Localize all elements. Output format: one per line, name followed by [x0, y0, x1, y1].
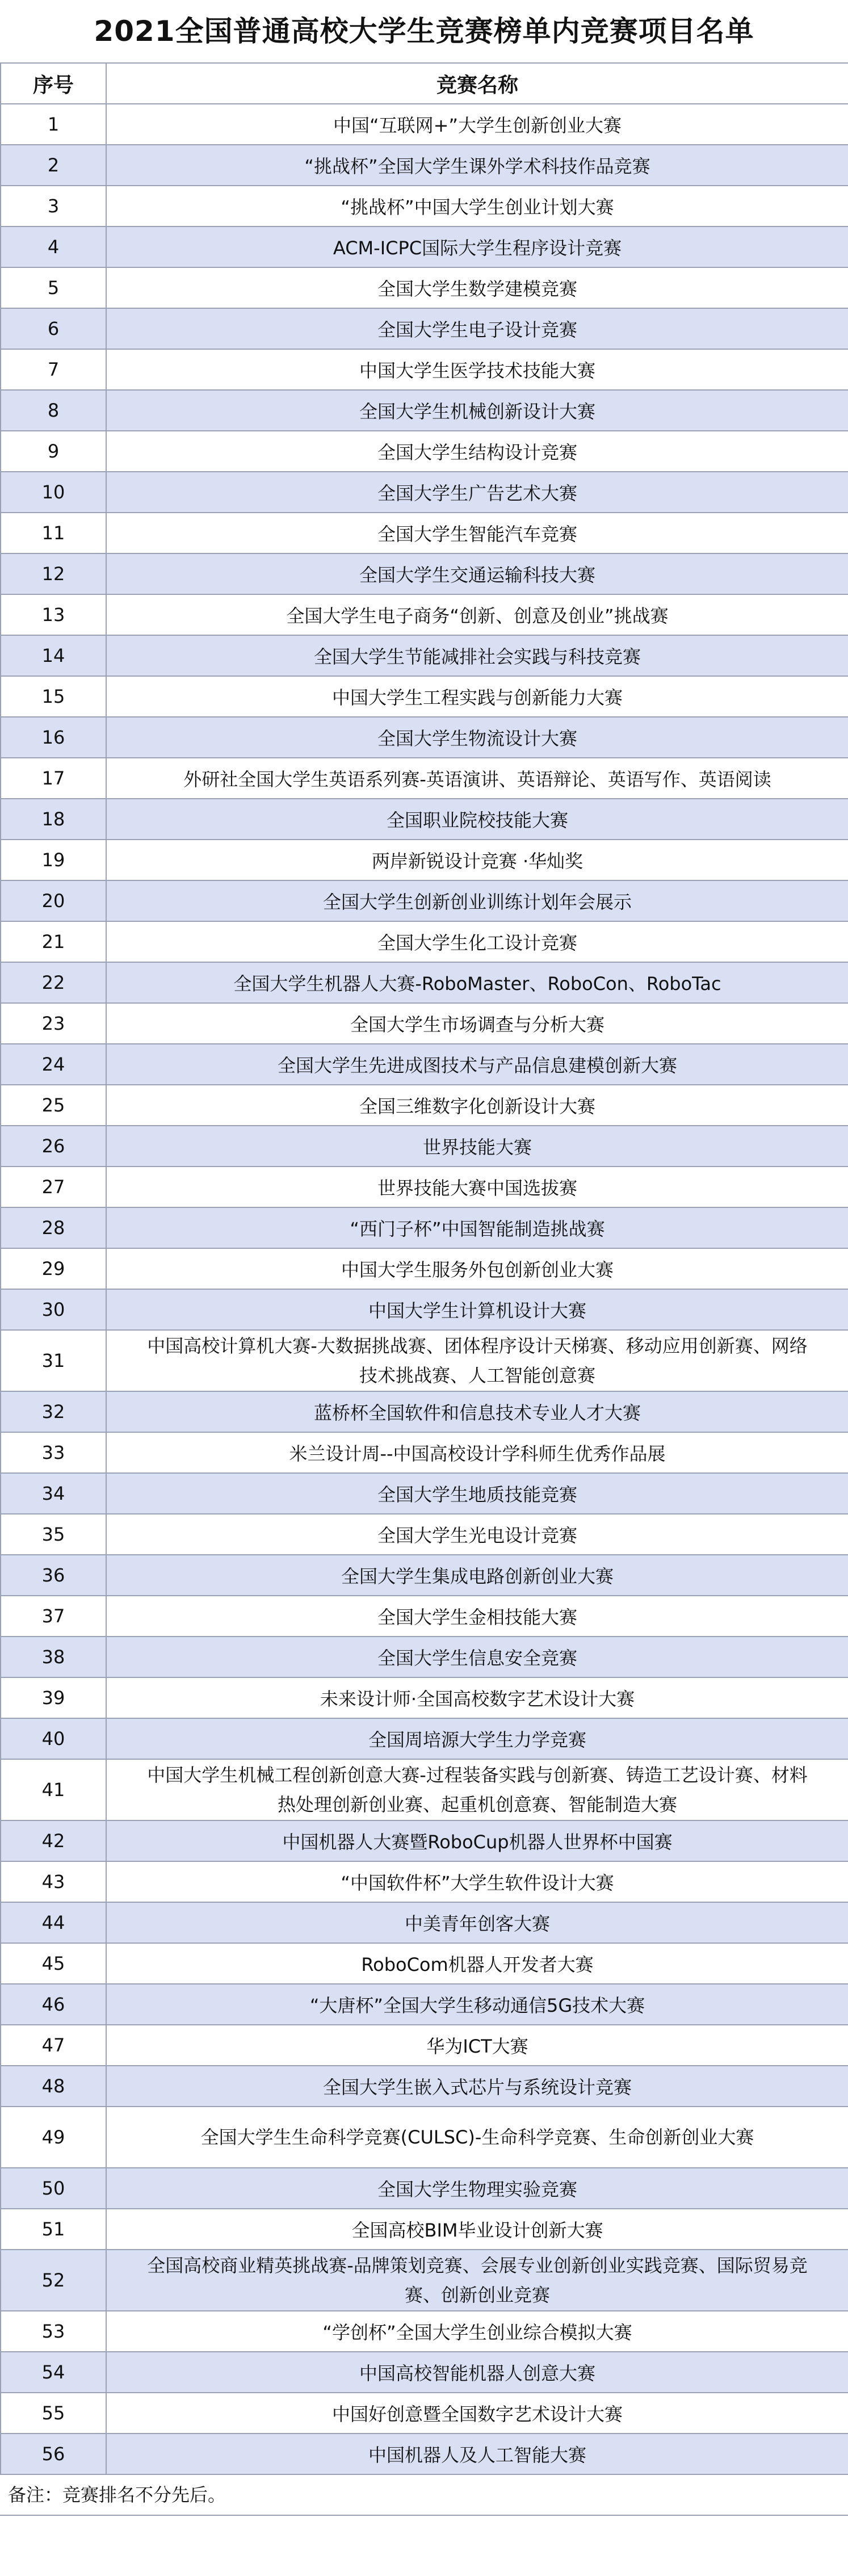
table-row	[1, 1984, 848, 2025]
row-competition-name: 全国大学生嵌入式芯片与系统设计竞赛	[106, 2066, 848, 2107]
row-index: 33	[1, 1432, 106, 1473]
table-row	[1, 717, 848, 758]
row-index: 52	[1, 2250, 106, 2311]
row-competition-name: 全国大学生智能汽车竞赛	[106, 513, 848, 553]
table-row	[1, 840, 848, 880]
table-row	[1, 1003, 848, 1044]
row-index: 5	[1, 267, 106, 308]
row-index: 41	[1, 1759, 106, 1820]
row-index: 4	[1, 226, 106, 267]
row-index: 21	[1, 921, 106, 962]
row-competition-name: 世界技能大赛中国选拔赛	[106, 1167, 848, 1207]
row-competition-name: 全国大学生结构设计竞赛	[106, 431, 848, 472]
row-competition-name: 两岸新锐设计竞赛 ·华灿奖	[106, 840, 848, 880]
row-index: 19	[1, 840, 106, 880]
row-index: 55	[1, 2393, 106, 2434]
table-row	[1, 553, 848, 594]
row-competition-name: 中国大学生计算机设计大赛	[106, 1289, 848, 1330]
table-row	[1, 1391, 848, 1432]
table-row	[1, 799, 848, 840]
row-competition-name: 中国“互联网+”大学生创新创业大赛	[106, 104, 848, 145]
row-competition-name: 中国高校智能机器人创意大赛	[106, 2352, 848, 2393]
row-competition-name: 全国大学生广告艺术大赛	[106, 472, 848, 513]
row-competition-name: 全国大学生创新创业训练计划年会展示	[106, 880, 848, 921]
table-row	[1, 349, 848, 390]
footnote: 备注：竞赛排名不分先后。	[0, 2475, 848, 2516]
row-competition-name: 中国大学生机械工程创新创意大赛-过程装备实践与创新赛、铸造工艺设计赛、材料热处理创新创业赛、起重机创意赛、智能制造大赛	[106, 1759, 848, 1820]
row-index: 25	[1, 1085, 106, 1126]
table-row	[1, 1248, 848, 1289]
row-index: 37	[1, 1596, 106, 1637]
row-index: 39	[1, 1677, 106, 1718]
table-row	[1, 921, 848, 962]
table-row	[1, 594, 848, 635]
row-competition-name: 全国大学生生命科学竞赛(CULSC)-生命科学竞赛、生命创新创业大赛	[106, 2107, 848, 2168]
row-competition-name: 全国周培源大学生力学竞赛	[106, 1718, 848, 1759]
row-competition-name: 全国大学生物流设计大赛	[106, 717, 848, 758]
row-index: 48	[1, 2066, 106, 2107]
row-index: 31	[1, 1330, 106, 1391]
row-index: 54	[1, 2352, 106, 2393]
table-row	[1, 758, 848, 799]
row-index: 34	[1, 1473, 106, 1514]
row-competition-name: “西门子杯”中国智能制造挑战赛	[106, 1207, 848, 1248]
table-row	[1, 1902, 848, 1943]
row-index: 14	[1, 635, 106, 676]
table-row	[1, 1330, 848, 1391]
row-index: 46	[1, 1984, 106, 2025]
row-competition-name: “大唐杯”全国大学生移动通信5G技术大赛	[106, 1984, 848, 2025]
row-competition-name: “学创杯”全国大学生创业综合模拟大赛	[106, 2311, 848, 2352]
table-row	[1, 2393, 848, 2434]
row-index: 20	[1, 880, 106, 921]
row-index: 7	[1, 349, 106, 390]
row-competition-name: 全国大学生电子设计竞赛	[106, 308, 848, 349]
row-index: 9	[1, 431, 106, 472]
table-row	[1, 1943, 848, 1984]
table-row	[1, 226, 848, 267]
table-row	[1, 1514, 848, 1555]
table-row	[1, 2066, 848, 2107]
row-competition-name: 全国大学生金相技能大赛	[106, 1596, 848, 1637]
table-row	[1, 431, 848, 472]
row-competition-name: 全国高校商业精英挑战赛-品牌策划竞赛、会展专业创新创业实践竞赛、国际贸易竞赛、创新创业竞赛	[106, 2250, 848, 2311]
row-competition-name: 全国大学生市场调查与分析大赛	[106, 1003, 848, 1044]
row-competition-name: 中国大学生医学技术技能大赛	[106, 349, 848, 390]
table-row	[1, 267, 848, 308]
row-competition-name: 全国高校BIM毕业设计创新大赛	[106, 2209, 848, 2250]
table-row	[1, 1759, 848, 1820]
row-index: 6	[1, 308, 106, 349]
table-row	[1, 676, 848, 717]
row-competition-name: “挑战杯”全国大学生课外学术科技作品竞赛	[106, 145, 848, 186]
row-competition-name: 中国机器人及人工智能大赛	[106, 2434, 848, 2474]
row-index: 27	[1, 1167, 106, 1207]
row-competition-name: 中国机器人大赛暨RoboCup机器人世界杯中国赛	[106, 1820, 848, 1861]
row-competition-name: 中美青年创客大赛	[106, 1902, 848, 1943]
row-index: 47	[1, 2025, 106, 2066]
row-index: 26	[1, 1126, 106, 1167]
table-row	[1, 1044, 848, 1085]
table-row	[1, 145, 848, 186]
table-row	[1, 2025, 848, 2066]
table-row	[1, 472, 848, 513]
table-row	[1, 2352, 848, 2393]
row-competition-name: 外研社全国大学生英语系列赛-英语演讲、英语辩论、英语写作、英语阅读	[106, 758, 848, 799]
row-index: 11	[1, 513, 106, 553]
row-competition-name: RoboCom机器人开发者大赛	[106, 1943, 848, 1984]
competition-table	[0, 62, 848, 2475]
row-competition-name: 全国大学生数学建模竞赛	[106, 267, 848, 308]
table-row	[1, 1596, 848, 1637]
row-index: 10	[1, 472, 106, 513]
table-row	[1, 635, 848, 676]
document-title: 2021全国普通高校大学生竞赛榜单内竞赛项目名单	[94, 15, 754, 48]
header-index: 序号	[1, 63, 106, 104]
row-index: 40	[1, 1718, 106, 1759]
row-competition-name: 华为ICT大赛	[106, 2025, 848, 2066]
table-row	[1, 1555, 848, 1596]
table-header-row	[1, 63, 848, 104]
row-competition-name: 蓝桥杯全国软件和信息技术专业人才大赛	[106, 1391, 848, 1432]
row-competition-name: 全国大学生集成电路创新创业大赛	[106, 1555, 848, 1596]
row-index: 17	[1, 758, 106, 799]
table-row	[1, 1289, 848, 1330]
row-index: 56	[1, 2434, 106, 2474]
row-competition-name: 全国大学生电子商务“创新、创意及创业”挑战赛	[106, 594, 848, 635]
table-row	[1, 513, 848, 553]
row-index: 18	[1, 799, 106, 840]
row-competition-name: 全国大学生地质技能竞赛	[106, 1473, 848, 1514]
row-index: 12	[1, 553, 106, 594]
row-competition-name: 全国大学生光电设计竞赛	[106, 1514, 848, 1555]
table-row	[1, 2209, 848, 2250]
table-row	[1, 2250, 848, 2311]
table-row	[1, 1126, 848, 1167]
row-index: 53	[1, 2311, 106, 2352]
row-index: 50	[1, 2168, 106, 2209]
row-competition-name: 全国大学生物理实验竞赛	[106, 2168, 848, 2209]
table-row	[1, 2434, 848, 2474]
row-competition-name: “中国软件杯”大学生软件设计大赛	[106, 1861, 848, 1902]
row-index: 13	[1, 594, 106, 635]
table-row	[1, 2311, 848, 2352]
row-index: 24	[1, 1044, 106, 1085]
row-competition-name: 全国大学生信息安全竞赛	[106, 1637, 848, 1677]
table-row	[1, 390, 848, 431]
table-row	[1, 880, 848, 921]
row-competition-name: “挑战杯”中国大学生创业计划大赛	[106, 186, 848, 226]
row-index: 45	[1, 1943, 106, 1984]
row-competition-name: 全国职业院校技能大赛	[106, 799, 848, 840]
row-competition-name: 全国三维数字化创新设计大赛	[106, 1085, 848, 1126]
row-index: 8	[1, 390, 106, 431]
row-index: 28	[1, 1207, 106, 1248]
row-index: 2	[1, 145, 106, 186]
row-index: 15	[1, 676, 106, 717]
table-row	[1, 1820, 848, 1861]
table-row	[1, 1718, 848, 1759]
table-row	[1, 1167, 848, 1207]
table-row	[1, 1207, 848, 1248]
table-row	[1, 2168, 848, 2209]
row-competition-name: 未来设计师·全国高校数字艺术设计大赛	[106, 1677, 848, 1718]
row-competition-name: 中国好创意暨全国数字艺术设计大赛	[106, 2393, 848, 2434]
row-competition-name: 中国大学生服务外包创新创业大赛	[106, 1248, 848, 1289]
row-index: 16	[1, 717, 106, 758]
row-index: 30	[1, 1289, 106, 1330]
row-competition-name: 全国大学生节能减排社会实践与科技竞赛	[106, 635, 848, 676]
row-index: 32	[1, 1391, 106, 1432]
row-index: 35	[1, 1514, 106, 1555]
table-row	[1, 1861, 848, 1902]
table-row	[1, 308, 848, 349]
row-index: 38	[1, 1637, 106, 1677]
table-row	[1, 1473, 848, 1514]
row-index: 43	[1, 1861, 106, 1902]
table-row	[1, 1085, 848, 1126]
row-competition-name: 全国大学生化工设计竞赛	[106, 921, 848, 962]
row-competition-name: 全国大学生机器人大赛-RoboMaster、RoboCon、RoboTac	[106, 962, 848, 1003]
row-index: 3	[1, 186, 106, 226]
table-row	[1, 2107, 848, 2168]
row-index: 23	[1, 1003, 106, 1044]
table-row	[1, 186, 848, 226]
row-competition-name: 全国大学生先进成图技术与产品信息建模创新大赛	[106, 1044, 848, 1085]
row-index: 29	[1, 1248, 106, 1289]
table-body	[1, 104, 848, 2474]
row-index: 49	[1, 2107, 106, 2168]
row-competition-name: 中国高校计算机大赛-大数据挑战赛、团体程序设计天梯赛、移动应用创新赛、网络技术挑战赛、人工智能创意赛	[106, 1330, 848, 1391]
table-row	[1, 962, 848, 1003]
row-competition-name: 米兰设计周--中国高校设计学科师生优秀作品展	[106, 1432, 848, 1473]
row-index: 36	[1, 1555, 106, 1596]
row-index: 51	[1, 2209, 106, 2250]
row-competition-name: ACM-ICPC国际大学生程序设计竞赛	[106, 226, 848, 267]
row-index: 22	[1, 962, 106, 1003]
row-competition-name: 世界技能大赛	[106, 1126, 848, 1167]
table-row	[1, 1637, 848, 1677]
table-row	[1, 1432, 848, 1473]
row-competition-name: 中国大学生工程实践与创新能力大赛	[106, 676, 848, 717]
row-index: 1	[1, 104, 106, 145]
row-index: 42	[1, 1820, 106, 1861]
row-competition-name: 全国大学生机械创新设计大赛	[106, 390, 848, 431]
header-name: 竞赛名称	[106, 63, 848, 104]
row-index: 44	[1, 1902, 106, 1943]
row-competition-name: 全国大学生交通运输科技大赛	[106, 553, 848, 594]
table-row	[1, 1677, 848, 1718]
table-row	[1, 104, 848, 145]
